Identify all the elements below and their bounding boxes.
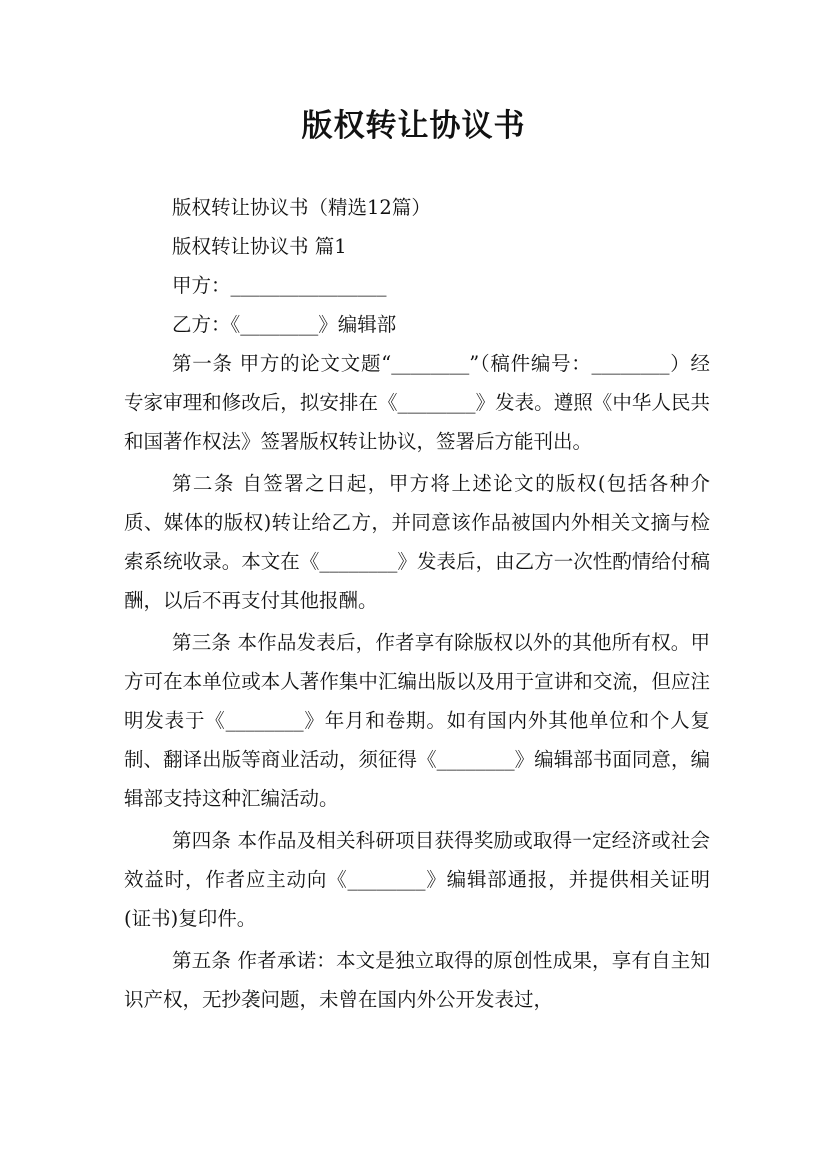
document-body xyxy=(124,188,710,1019)
clause-4: 第四条 本作品及相关科研项目获得奖励或取得一定经济或社会效益时，作者应主动向《________》编辑部通报，并提供相关证明(证书)复印件。 xyxy=(124,829,710,930)
clause-2: 第二条 自签署之日起，甲方将上述论文的版权(包括各种介质、媒体的版权)转让给乙方，并同意该作品被国内外相关文摘与检索系统收录。本文在《________》发表后，由乙方一次性酌情给付稿酬，以后不再支付其他报酬。 xyxy=(124,472,710,612)
document-title: 版权转让协议书 xyxy=(301,108,526,144)
collection-title: 版权转让协议书（精选12篇） xyxy=(172,196,431,219)
clause-5: 第五条 作者承诺：本文是独立取得的原创性成果，享有自主知识产权，无抄袭问题，未曾在国内外公开发表过， xyxy=(124,949,710,1011)
party-b-line: 乙方：《________》编辑部 xyxy=(172,313,397,336)
article-title: 版权转让协议书 篇1 xyxy=(172,235,347,258)
party-a-line: 甲方：________________ xyxy=(172,274,387,297)
clause-3: 第三条 本作品发表后，作者享有除版权以外的其他所有权。甲方可在本单位或本人著作集中汇编出版以及用于宣讲和交流，但应注明发表于《________》年月和卷期。如有国内外其他单位和个人复制、翻译出版等商业活动，须征得《________》编辑部书面同意，编辑部支持这种汇编活动。 xyxy=(124,631,710,810)
clause-1: 第一条 甲方的论文文题“________”（稿件编号：________）经专家审理和修改后，拟安排在《________》发表。遵照《中华人民共和国著作权法》签署版权转让协议，签署后方能刊出。 xyxy=(124,352,710,453)
